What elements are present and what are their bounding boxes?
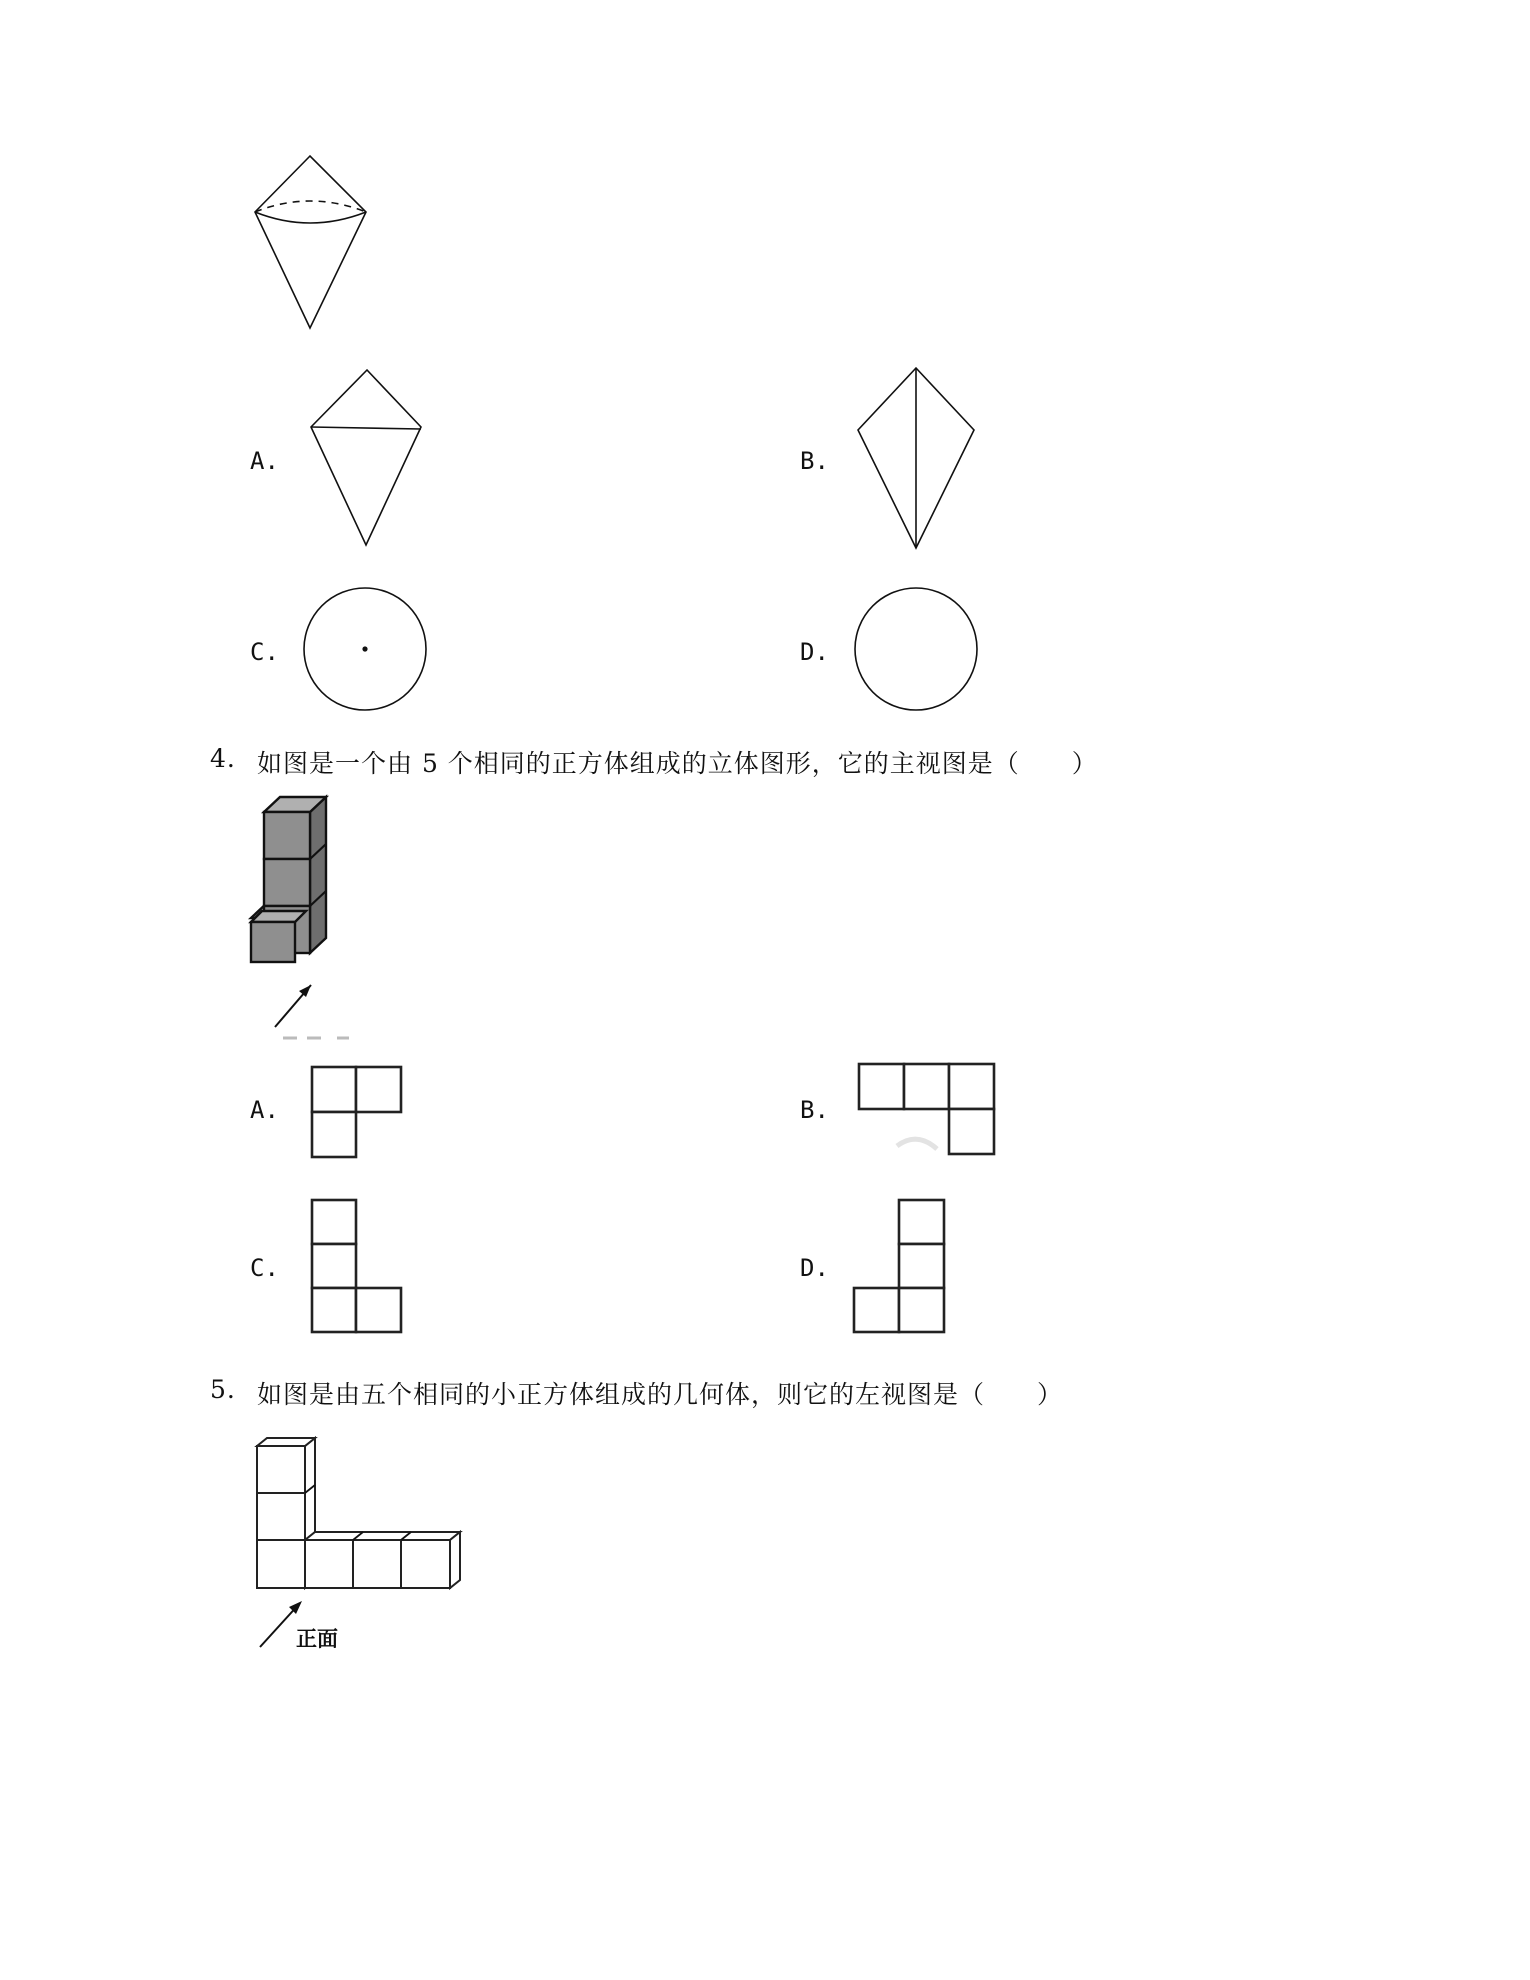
q4-option-b-label[interactable]: B. [800, 1096, 829, 1124]
q4-option-c-label[interactable]: C. [250, 1254, 279, 1282]
q3-option-b-label[interactable]: B. [800, 447, 829, 475]
q3-option-d-figure[interactable] [851, 585, 981, 715]
question-4-number: 4. [210, 744, 236, 773]
q3-option-d-label[interactable]: D. [800, 638, 829, 666]
q3-option-b-figure[interactable] [856, 366, 986, 550]
question-5-text: 如图是由五个相同的小正方体组成的几何体，则它的左视图是（ ） [257, 1380, 1064, 1409]
double-cone-figure [248, 152, 378, 332]
q3-option-c-label[interactable]: C. [250, 638, 279, 666]
q3-option-c-figure[interactable] [300, 585, 430, 715]
q3-option-a-figure[interactable] [305, 368, 435, 548]
q3-option-a-label[interactable]: A. [250, 447, 279, 475]
q5-cube-solid-figure [252, 1435, 472, 1655]
q4-option-c-figure[interactable] [310, 1198, 405, 1338]
question-4-text: 如图是一个由 5 个相同的正方体组成的立体图形，它的主视图是（ ） [257, 749, 1098, 778]
q4-option-a-label[interactable]: A. [250, 1096, 279, 1124]
q4-option-b-figure[interactable] [857, 1061, 1007, 1161]
q4-option-d-label[interactable]: D. [800, 1254, 829, 1282]
front-direction-label: 正面 [296, 1627, 338, 1651]
q4-cube-solid-figure [245, 795, 425, 1040]
q4-option-d-figure[interactable] [852, 1198, 952, 1338]
q4-option-a-figure[interactable] [310, 1065, 405, 1160]
question-5-number: 5. [210, 1375, 236, 1404]
